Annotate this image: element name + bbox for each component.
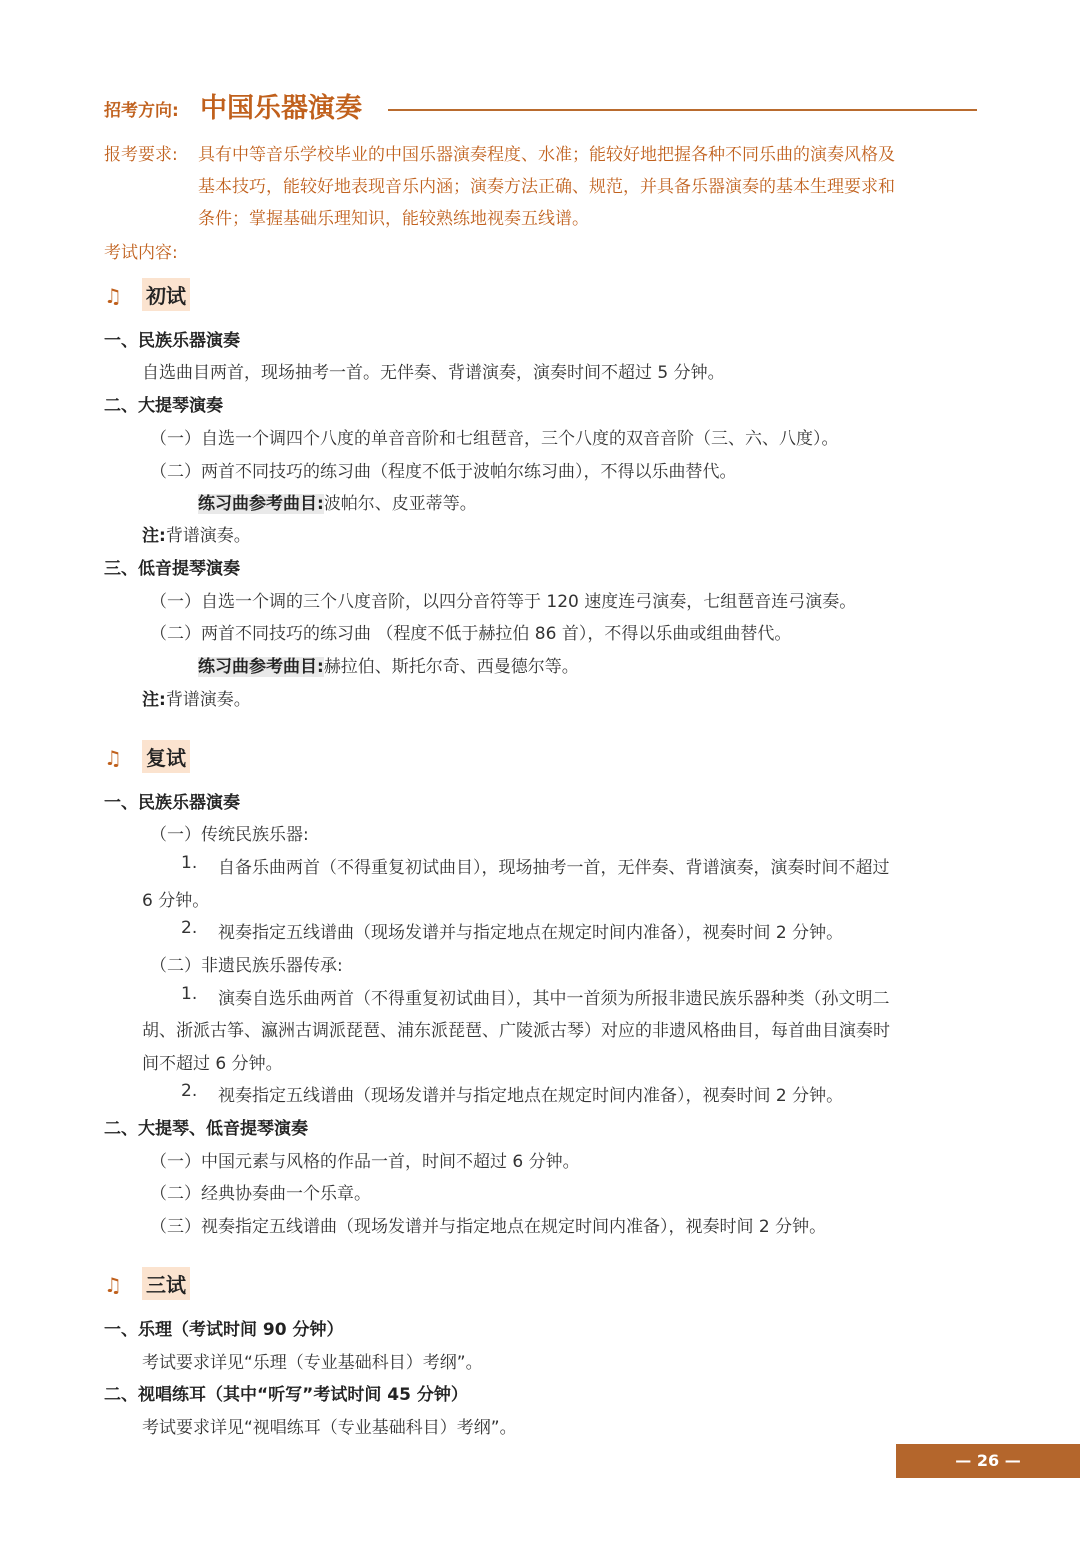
reference-label: 练习曲参考曲目: [198, 657, 324, 677]
item-text: （三）视奏指定五线谱曲（现场发谱并与指定地点在规定时间内准备），视奏时间 2 分钟。 [150, 1217, 827, 1237]
reference-line [198, 489, 477, 514]
item-text: 自选曲目两首，现场抽考一首。无伴奏、背谱演奏，演奏时间不超过 5 分钟。 [142, 363, 725, 383]
title-rule [388, 109, 977, 111]
item-text: （二）两首不同技巧的练习曲 （程度不低于赫拉伯 86 首），不得以乐曲或组曲替代。 [150, 624, 792, 644]
music-note-icon: ♫ [104, 284, 122, 308]
reference-value: 波帕尔、皮亚蒂等。 [323, 494, 477, 514]
item-heading: 一、乐理（考试时间 90 分钟） [104, 1320, 344, 1340]
note-label: 注: [142, 526, 166, 546]
item-text: 自备乐曲两首（不得重复初试曲目），现场抽考一首，无伴奏、背谱演奏，演奏时间不超过 [218, 858, 890, 878]
note-label: 注: [142, 690, 166, 710]
item-number: 2. [181, 918, 198, 938]
item-heading: 二、大提琴演奏 [104, 396, 223, 416]
requirements-line: 条件；掌握基础乐理知识，能较熟练地视奏五线谱。 [198, 209, 589, 229]
note-value: 背谱演奏。 [165, 690, 251, 710]
requirements-line: 基本技巧，能较好地表现音乐内涵；演奏方法正确、规范，并具备乐器演奏的基本生理要求和 [198, 177, 895, 197]
direction-label: 招考方向: [104, 101, 179, 121]
item-text: 演奏自选乐曲两首（不得重复初试曲目），其中一首须为所报非遗民族乐器种类（孙文明二 [218, 989, 890, 1009]
reference-label: 练习曲参考曲目: [198, 494, 324, 514]
item-heading: 三、低音提琴演奏 [104, 559, 240, 579]
item-number: 1. [181, 853, 198, 873]
item-number: 2. [181, 1081, 198, 1101]
item-text: （一）自选一个调的三个八度音阶，以四分音符等于 120 速度连弓演奏，七组琶音连弓演奏。 [150, 592, 857, 612]
item-text: 胡、浙派古筝、瀛洲古调派琵琶、浦东派琵琶、广陵派古琴）对应的非遗风格曲目，每首曲目演奏时 [142, 1021, 890, 1041]
item-text: 间不超过 6 分钟。 [142, 1054, 283, 1074]
item-text: 视奏指定五线谱曲（现场发谱并与指定地点在规定时间内准备），视奏时间 2 分钟。 [218, 923, 844, 943]
requirements-label: 报考要求: [104, 145, 178, 165]
item-text: （二）非遗民族乐器传承: [150, 956, 343, 976]
section-title: 初试 [142, 278, 190, 311]
item-heading: 二、视唱练耳（其中“听写”考试时间 45 分钟） [104, 1385, 468, 1405]
note-value: 背谱演奏。 [165, 526, 251, 546]
item-text: （二）两首不同技巧的练习曲（程度不低于波帕尔练习曲），不得以乐曲替代。 [150, 462, 737, 482]
reference-line [198, 652, 579, 677]
section-title: 三试 [142, 1267, 190, 1300]
item-text: （一）自选一个调四个八度的单音音阶和七组琶音，三个八度的双音音阶（三、六、八度）。 [150, 429, 839, 449]
item-heading: 一、民族乐器演奏 [104, 331, 240, 351]
reference-value: 赫拉伯、斯托尔奇、西曼德尔等。 [323, 657, 579, 677]
item-text: 考试要求详见“乐理（专业基础科目）考纲”。 [142, 1353, 483, 1373]
item-text: （一）中国元素与风格的作品一首，时间不超过 6 分钟。 [150, 1152, 580, 1172]
item-heading: 二、大提琴、低音提琴演奏 [104, 1119, 308, 1139]
item-text: （二）经典协奏曲一个乐章。 [150, 1184, 371, 1204]
item-text: 6 分钟。 [142, 891, 210, 911]
note-line [142, 685, 251, 710]
item-heading: 一、民族乐器演奏 [104, 793, 240, 813]
music-note-icon: ♫ [104, 746, 122, 770]
requirements-line: 具有中等音乐学校毕业的中国乐器演奏程度、水准；能较好地把握各种不同乐曲的演奏风格及 [198, 145, 895, 165]
item-text: （一）传统民族乐器: [150, 825, 309, 845]
music-note-icon: ♫ [104, 1273, 122, 1297]
section-title: 复试 [142, 740, 190, 773]
exam-content-label: 考试内容: [104, 243, 178, 263]
note-line [142, 521, 251, 546]
item-number: 1. [181, 984, 198, 1004]
item-text: 考试要求详见“视唱练耳（专业基础科目）考纲”。 [142, 1418, 517, 1438]
page-number: — 26 — [896, 1444, 1080, 1478]
page-title: 中国乐器演奏 [200, 93, 362, 124]
item-text: 视奏指定五线谱曲（现场发谱并与指定地点在规定时间内准备），视奏时间 2 分钟。 [218, 1086, 844, 1106]
